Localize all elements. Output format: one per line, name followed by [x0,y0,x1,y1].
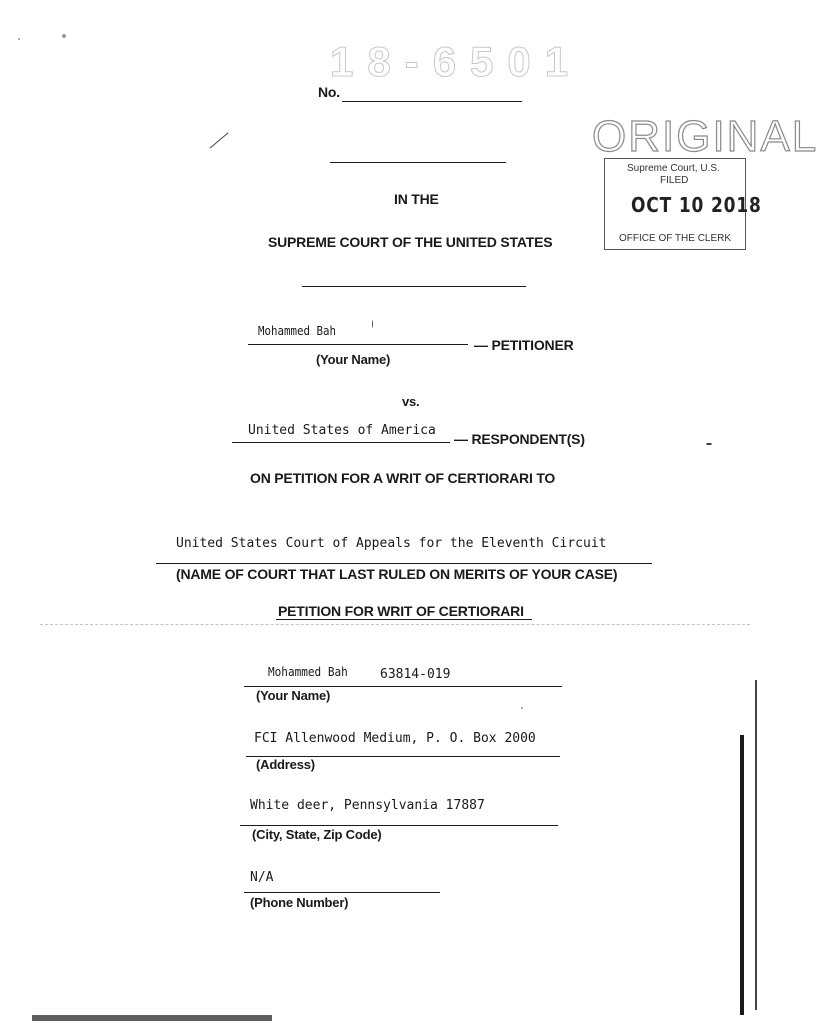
contact-name-label: (Your Name) [256,688,331,703]
lower-court-label: (NAME OF COURT THAT LAST RULED ON MERITS OF YOUR CASE) [176,566,618,582]
scan-speck [18,38,20,40]
petition-title: PETITION FOR WRIT OF CERTIORARI [278,603,524,619]
your-name-label: (Your Name) [316,352,391,367]
faint-long-rule [40,624,750,625]
stamp-office: OFFICE OF THE CLERK [619,233,732,244]
petition-title-underline [276,619,532,620]
scan-margin-bar [740,735,744,1015]
petitioner-name: Mohammed Bah [258,324,337,338]
faint-docket-number: 18-6501 [330,38,583,85]
header-line-top [330,162,506,163]
docket-no-line [342,101,522,102]
court-title: SUPREME COURT OF THE UNITED STATES [268,234,553,250]
lower-court-line [156,563,652,564]
stamp-court: Supreme Court, U.S. [627,163,720,174]
register-number: 63814-019 [380,667,451,682]
contact-address-label: (Address) [256,757,315,772]
scan-speck [372,320,373,328]
scan-speck [521,707,523,709]
versus: vs. [402,394,420,409]
docket-no-label: No. [318,84,340,100]
pen-mark [209,132,228,148]
contact-name: Mohammed Bah [268,665,348,679]
contact-city: White deer, Pennsylvania 17887 [250,798,485,813]
respondent-name: United States of America [248,423,436,438]
scan-bottom-bar [32,1015,272,1021]
contact-city-label: (City, State, Zip Code) [252,827,382,842]
petitioner-line [248,344,468,345]
contact-address: FCI Allenwood Medium, P. O. Box 2000 [254,731,536,746]
contact-name-line [244,686,562,687]
contact-phone-label: (Phone Number) [250,895,349,910]
in-the-heading: IN THE [394,191,439,207]
filed-stamp [604,158,762,250]
stamp-date: OCT 10 2018 [631,193,762,217]
petitioner-role: — PETITIONER [474,337,574,353]
on-petition-heading: ON PETITION FOR A WRIT OF CERTIORARI TO [250,470,556,486]
respondent-line [232,442,450,443]
respondent-role: — RESPONDENT(S) [454,431,585,447]
contact-city-line [240,825,558,826]
scan-margin-line [755,680,757,1010]
stamp-filed: FILED [660,175,689,186]
scan-speck [62,34,66,38]
header-line-bottom [302,286,526,287]
contact-phone-line [244,892,440,893]
contact-phone: N/A [250,870,274,885]
scan-speck [706,443,712,445]
lower-court-name: United States Court of Appeals for the Eleventh Circuit [176,536,607,551]
original-stamp: ORIGINAL [592,112,818,161]
